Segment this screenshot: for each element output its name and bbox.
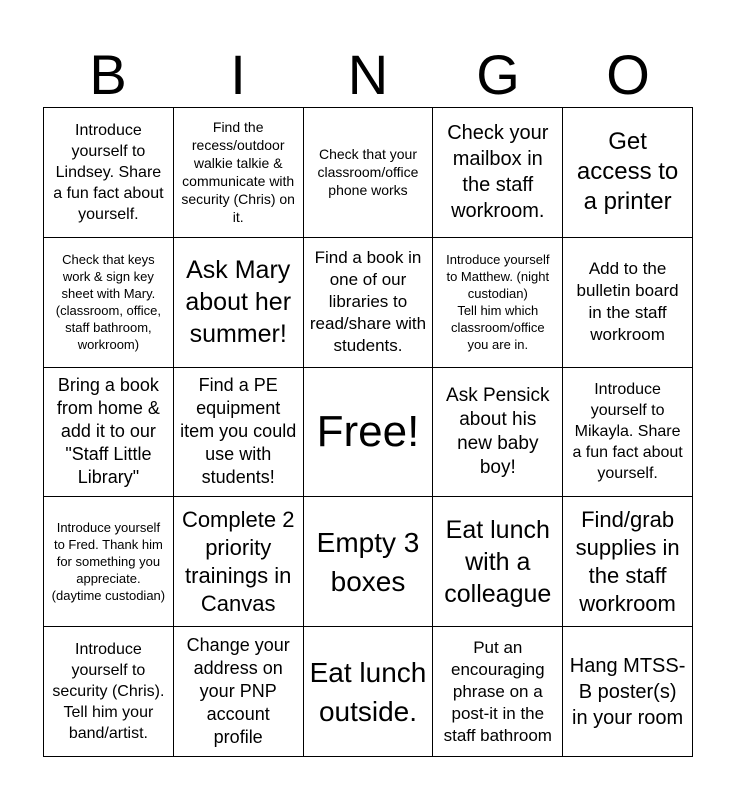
bingo-cell-r4c3[interactable]: Empty 3 boxes: [304, 497, 434, 627]
bingo-cell-r1c3[interactable]: Check that your classroom/office phone works: [304, 108, 434, 238]
bingo-cell-r2c3[interactable]: Find a book in one of our libraries to read/share with students.: [304, 238, 434, 368]
bingo-cell-r4c2[interactable]: Complete 2 priority trainings in Canvas: [174, 497, 304, 627]
bingo-cell-r5c2[interactable]: Change your address on your PNP account profile: [174, 627, 304, 757]
bingo-header: [43, 44, 693, 106]
bingo-cell-r1c5[interactable]: Get access to a printer: [563, 108, 693, 238]
bingo-cell-r2c4[interactable]: Introduce yourself to Matthew. (night custodian) Tell him which classroom/office you are in.: [433, 238, 563, 368]
bingo-cell-r1c4[interactable]: Check your mailbox in the staff workroom.: [433, 108, 563, 238]
bingo-cell-r4c1[interactable]: Introduce yourself to Fred. Thank him for something you appreciate. (daytime custodian): [44, 497, 174, 627]
bingo-cell-r3c1[interactable]: Bring a book from home & add it to our "Staff Little Library": [44, 368, 174, 498]
bingo-cell-r2c1[interactable]: Check that keys work & sign key sheet with Mary. (classroom, office, staff bathroom, workroom): [44, 238, 174, 368]
bingo-cell-r2c5[interactable]: Add to the bulletin board in the staff workroom: [563, 238, 693, 368]
bingo-cell-r3c5[interactable]: Introduce yourself to Mikayla. Share a fun fact about yourself.: [563, 368, 693, 498]
bingo-cell-r2c2[interactable]: Ask Mary about her summer!: [174, 238, 304, 368]
bingo-cell-r5c5[interactable]: Hang MTSS-B poster(s) in your room: [563, 627, 693, 757]
bingo-cell-r5c4[interactable]: Put an encouraging phrase on a post-it in the staff bathroom: [433, 627, 563, 757]
bingo-cell-r4c4[interactable]: Eat lunch with a colleague: [433, 497, 563, 627]
bingo-cell-r1c2[interactable]: Find the recess/outdoor walkie talkie & communicate with security (Chris) on it.: [174, 108, 304, 238]
bingo-grid: [43, 107, 693, 757]
header-letter-b: B: [89, 43, 127, 106]
bingo-cell-r5c1[interactable]: Introduce yourself to security (Chris). Tell him your band/artist.: [44, 627, 174, 757]
header-letter-i: I: [230, 43, 246, 106]
bingo-cell-r5c3[interactable]: Eat lunch outside.: [304, 627, 434, 757]
bingo-cell-r4c5[interactable]: Find/grab supplies in the staff workroom: [563, 497, 693, 627]
header-letter-n: N: [347, 43, 389, 106]
header-letter-g: G: [476, 43, 520, 106]
bingo-cell-r3c2[interactable]: Find a PE equipment item you could use with students!: [174, 368, 304, 498]
header-letter-o: O: [606, 43, 650, 106]
bingo-cell-free[interactable]: Free!: [304, 368, 434, 498]
bingo-cell-r3c4[interactable]: Ask Pensick about his new baby boy!: [433, 368, 563, 498]
bingo-cell-r1c1[interactable]: Introduce yourself to Lindsey. Share a fun fact about yourself.: [44, 108, 174, 238]
